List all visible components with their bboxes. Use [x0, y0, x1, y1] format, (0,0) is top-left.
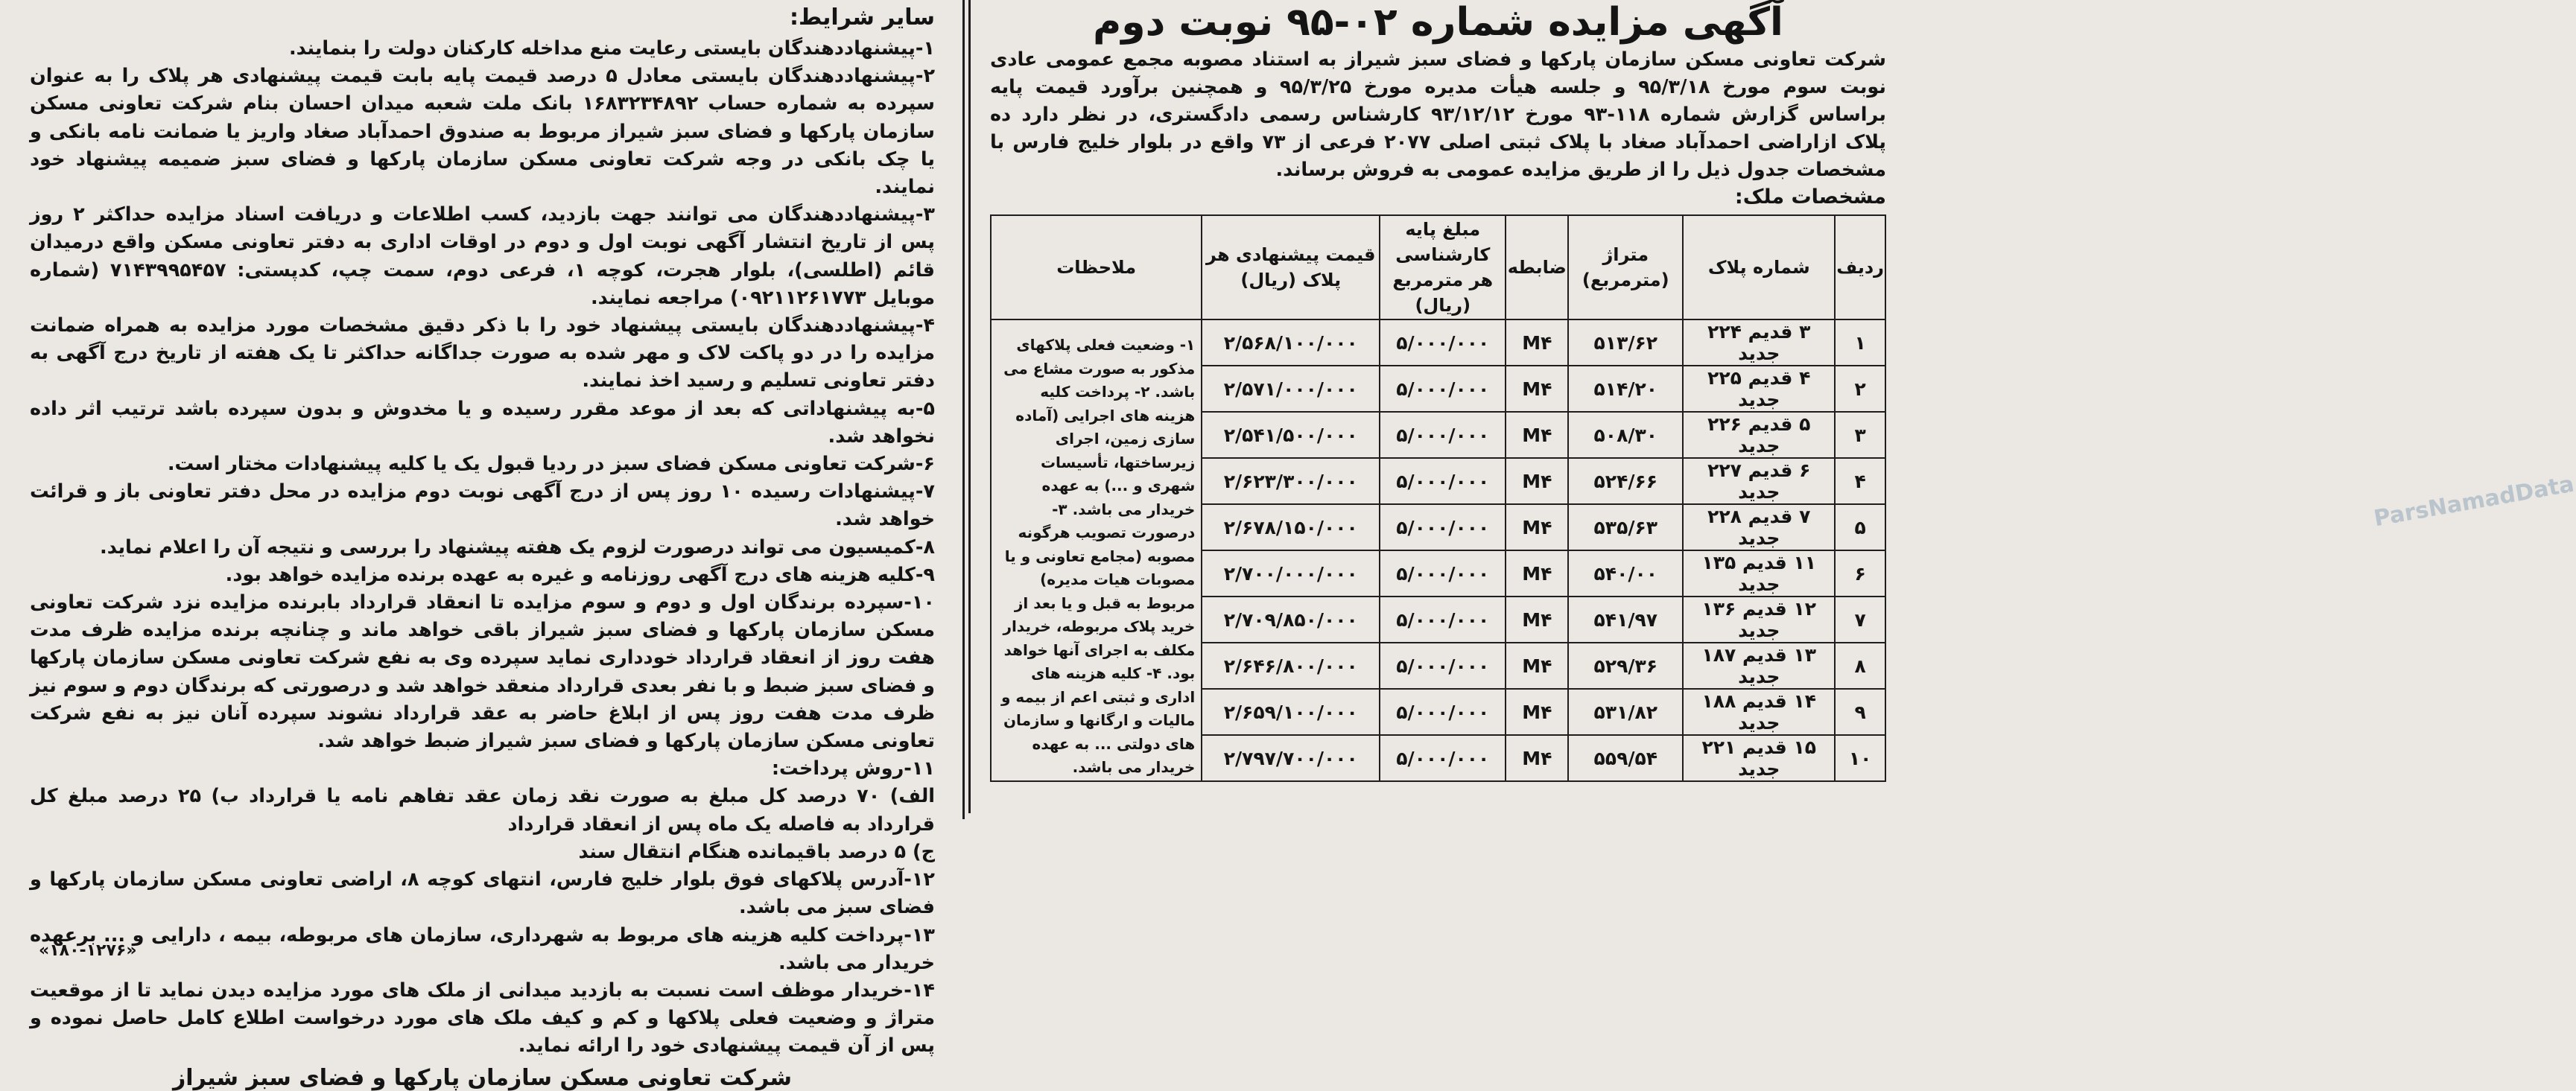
base-price-cell: ۵/۰۰۰/۰۰۰ [1380, 458, 1506, 504]
offer-price-cell: ۲/۷۰۹/۸۵۰/۰۰۰ [1202, 597, 1380, 643]
base-price-cell: ۵/۰۰۰/۰۰۰ [1380, 550, 1506, 597]
condition-item: ۱۰-سپرده برندگان اول و دوم و سوم مزایده تا انعقاد قرارداد بابرنده مزایده نزد شرکت تعاونی مسکن سازمان پارکها و فضای سبز شیراز باقی خواهد ماند و چنانچه برنده مزایده ظرف مدت هفت روز از انعقاد قرارداد خودداری نماید سپرده وی به نفع شرکت تعاونی مسکن سازمان پارکها و فضای سبز ضبط و با نفر بعدی قرارداد منعقد خواهد شد و درصورتی که برندگان دوم و سوم نیز ظرف مدت هفت روز پس از ابلاغ حاضر به عقد قرارداد نشوند سپرده آنان نیز به نفع شرکت تعاونی مسکن سازمان پارکها و فضای سبز شیراز ضبط خواهد شد. [30, 591, 935, 753]
condition-item: ۱۴-خریدار موظف است نسبت به بازدید میدانی از ملک های مورد مزایده دیدن نماید تا از موقعیت متراژ و وضعیت فعلی پلاکها و کم و کیف ملک های مورد درخواست اطلاع کامل حاصل نموده و پس از آن قیمت پیشنهادی خود را ارائه نماید. [30, 979, 935, 1057]
condition-item: ۱۱-روش پرداخت: [771, 757, 935, 780]
col-header-row-no: ردیف [1835, 215, 1885, 319]
base-price-cell: ۵/۰۰۰/۰۰۰ [1380, 643, 1506, 689]
condition-item: ۸-کمیسیون می تواند درصورت لزوم یک هفته پیشنهاد را بررسی و نتیجه آن را اعلام نماید. [100, 535, 935, 559]
zoning-cell: M۴ [1506, 735, 1568, 781]
offer-price-cell: ۲/۶۲۳/۳۰۰/۰۰۰ [1202, 458, 1380, 504]
zoning-cell: M۴ [1506, 689, 1568, 735]
plaque-number-cell: ۱۲ قدیم ۱۳۶ جدید [1683, 597, 1835, 643]
col-header-area: متراژ (مترمربع) [1568, 215, 1683, 319]
condition-item: ۷-پیشنهادات رسیده ۱۰ روز پس از درج آگهی نوبت دوم مزایده در محل دفتر تعاونی باز و قرائت خواهد شد. [30, 480, 935, 531]
area-cell: ۵۳۱/۸۲ [1568, 689, 1683, 735]
col-header-notes: ملاحظات [991, 215, 1202, 319]
offer-price-cell: ۲/۵۶۸/۱۰۰/۰۰۰ [1202, 319, 1380, 366]
condition-item: ۳-پیشنهاددهندگان می توانند جهت بازدید، کسب اطلاعات و دریافت اسناد مزایده حداکثر ۲ روز پس از تاریخ انتشار آگهی نوبت اول و دوم در اوقات اداری به دفتر تعاونی مسکن واقع درمیدان قائم (اطلسی)، بلوار هجرت، کوچه ۱، فرعی دوم، سمت چپ، کدپستی: ۷۱۴۳۹۹۵۴۵۷ (شماره موبایل ۰۹۲۱۱۲۶۱۷۷۳) مراجعه نمایند. [30, 203, 935, 309]
notice-intro: شرکت تعاونی مسکن سازمان پارکها و فضای سبز شیراز به استناد مصوبه مجمع عمومی عادی نوبت سوم مورخ ۹۵/۳/۱۸ و جلسه هیأت مدیره مورخ ۹۵/۳/۲۵ و همچنین برآورد قیمت پایه براساس گزارش شماره ۱۱۸-۹۳ مورخ ۹۳/۱۲/۱۲ کارشناس رسمی دادگستری، در نظر دارد ده پلاک ازاراضی احمدآباد صغاد با پلاک ثبتی اصلی ۲۰۷۷ فرعی از ۷۳ واقع در بلوار خلیج فارس با مشخصات جدول ذیل را از طریق مزایده عمومی به فروش برساند. [990, 48, 1887, 181]
offer-price-cell: ۲/۷۹۷/۷۰۰/۰۰۰ [1202, 735, 1380, 781]
condition-item: ۵-به پیشنهاداتی که بعد از موعد مقرر رسیده و یا مخدوش و بدون سپرده باشد ترتیب اثر داده نخواهد شد. [30, 397, 935, 448]
ad-code: «۱۸۰-۱۲۷۶» [39, 941, 137, 960]
other-conditions-heading: سایر شرایط: [790, 4, 935, 31]
condition-item: ج) ۵ درصد باقیمانده هنگام انتقال سند [578, 840, 935, 863]
zoning-cell: M۴ [1506, 458, 1568, 504]
area-cell: ۵۵۹/۵۴ [1568, 735, 1683, 781]
issuer-signature: شرکت تعاونی مسکن سازمان پارکها و فضای سبز شیراز [173, 1064, 792, 1091]
col-header-offer-price: قیمت پیشنهادی هر پلاک (ریال) [1202, 215, 1380, 319]
area-cell: ۵۴۰/۰۰ [1568, 550, 1683, 597]
row-number-cell: ۲ [1835, 366, 1885, 412]
plaque-number-cell: ۴ قدیم ۲۲۵ جدید [1683, 366, 1835, 412]
plaque-number-cell: ۳ قدیم ۲۲۴ جدید [1683, 319, 1835, 366]
offer-price-cell: ۲/۶۷۸/۱۵۰/۰۰۰ [1202, 504, 1380, 550]
column-divider [962, 0, 965, 819]
base-price-cell: ۵/۰۰۰/۰۰۰ [1380, 504, 1506, 550]
row-number-cell: ۱ [1835, 319, 1885, 366]
area-cell: ۵۱۴/۲۰ [1568, 366, 1683, 412]
offer-price-cell: ۲/۶۵۹/۱۰۰/۰۰۰ [1202, 689, 1380, 735]
zoning-cell: M۴ [1506, 550, 1568, 597]
condition-item: الف) ۷۰ درصد کل مبلغ به صورت نقد زمان عقد تفاهم نامه یا قرارداد ب) ۲۵ درصد مبلغ کل قرارداد به فاصله یک ماه پس از انعقاد قرارداد [30, 785, 936, 836]
offer-price-cell: ۲/۵۴۱/۵۰۰/۰۰۰ [1202, 412, 1380, 458]
condition-item: ۱۲-آدرس پلاکهای فوق بلوار خلیج فارس، انتهای کوچه ۸، اراضی تعاونی مسکن سازمان پارکها و فضای سبز می باشد. [30, 868, 935, 919]
col-header-base-price: مبلغ پایه کارشناسی هر مترمربع (ریال) [1380, 215, 1506, 319]
offer-price-cell: ۲/۶۴۶/۸۰۰/۰۰۰ [1202, 643, 1380, 689]
row-number-cell: ۷ [1835, 597, 1885, 643]
condition-item: ۶-شرکت تعاونی مسکن فضای سبز در ردیا قبول یک یا کلیه پیشنهادات مختار است. [167, 453, 935, 476]
table-row [991, 319, 1885, 366]
table-body [991, 319, 1885, 781]
conditions-list [30, 35, 935, 1060]
col-header-plaque: شماره پلاک [1683, 215, 1835, 319]
condition-item: ۲-پیشنهاددهندگان بایستی معادل ۵ درصد قیمت پایه بابت قیمت پیشنهادی هر پلاک را به عنوان سپرده به شماره حساب ۱۶۸۳۲۳۴۸۹۲ بانک ملت شعبه میدان احسان بنام شرکت تعاونی مسکن سازمان پارکها و فضای سبز شیراز مربوط به صندوق احمدآباد صغاد واریز یا ضمانت نامه بانکی و یا چک بانکی در وجه شرکت تعاونی مسکن سازمان پارکها و فضای سبز ضمیمه پیشنهاد خود نمایند. [30, 65, 936, 199]
condition-item: ۴-پیشنهاددهندگان بایستی پیشنهاد خود را با ذکر دقیق مشخصات مورد مزایده به همراه ضمانت مزایده را در دو پاکت لاک و مهر شده به صورت جداگانه حداکثر تا یک هفته از تاریخ درج آگهی به دفتر تعاونی تسلیم و رسید اخذ نمایند. [30, 314, 935, 392]
plaque-number-cell: ۵ قدیم ۲۲۶ جدید [1683, 412, 1835, 458]
zoning-cell: M۴ [1506, 366, 1568, 412]
row-number-cell: ۸ [1835, 643, 1885, 689]
notice-title: آگهی مزایده شماره ۰۲-۹۵ نوبت دوم [1093, 0, 1783, 45]
col-header-zoning: ضابطه [1506, 215, 1568, 319]
row-number-cell: ۵ [1835, 504, 1885, 550]
condition-item: ۱۳-پرداخت کلیه هزینه های مربوط به شهرداری، سازمان های مربوطه، بیمه ، دارایی و ... برعهده خریدار می باشد. [30, 923, 935, 974]
plaque-number-cell: ۷ قدیم ۲۲۸ جدید [1683, 504, 1835, 550]
base-price-cell: ۵/۰۰۰/۰۰۰ [1380, 412, 1506, 458]
row-number-cell: ۹ [1835, 689, 1885, 735]
offer-price-cell: ۲/۵۷۱/۰۰۰/۰۰۰ [1202, 366, 1380, 412]
offer-price-cell: ۲/۷۰۰/۰۰۰/۰۰۰ [1202, 550, 1380, 597]
zoning-cell: M۴ [1506, 412, 1568, 458]
area-cell: ۵۲۹/۳۶ [1568, 643, 1683, 689]
notes-cell: ۱- وضعیت فعلی پلاکهای مذکور به صورت مشاع می باشد. ۲- پرداخت کلیه هزینه های اجرایی (آماده سازی زمین، اجرای زیرساختها، تأسیسات شهری و ...) به عهده خریدار می باشد. ۳- درصورت تصویب هرگونه مصوبه (مجامع تعاونی و یا مصوبات هیات مدیره) مربوط به قبل و یا بعد از خرید پلاک مربوطه، خریدار مکلف به اجرای آنها خواهد بود. ۴- کلیه هزینه های اداری و ثبتی اعم از بیمه و مالیات و ارگانها و سازمان های دولتی ... به عهده خریدار می باشد. [991, 319, 1202, 781]
column-divider-inner [968, 0, 971, 813]
area-cell: ۵۴۱/۹۷ [1568, 597, 1683, 643]
zoning-cell: M۴ [1506, 504, 1568, 550]
property-table [990, 214, 1886, 782]
area-cell: ۵۳۵/۶۳ [1568, 504, 1683, 550]
plaque-number-cell: ۱۳ قدیم ۱۸۷ جدید [1683, 643, 1835, 689]
base-price-cell: ۵/۰۰۰/۰۰۰ [1380, 319, 1506, 366]
base-price-cell: ۵/۰۰۰/۰۰۰ [1380, 597, 1506, 643]
base-price-cell: ۵/۰۰۰/۰۰۰ [1380, 735, 1506, 781]
base-price-cell: ۵/۰۰۰/۰۰۰ [1380, 366, 1506, 412]
plaque-number-cell: ۱۵ قدیم ۲۲۱ جدید [1683, 735, 1835, 781]
row-number-cell: ۳ [1835, 412, 1885, 458]
row-number-cell: ۶ [1835, 550, 1885, 597]
condition-item: ۹-کلیه هزینه های درج آگهی روزنامه و غیره به عهده برنده مزایده خواهد بود. [225, 563, 935, 586]
table-header-row [991, 215, 1885, 319]
auction-notice-column [980, 0, 2576, 970]
plaque-number-cell: ۱۴ قدیم ۱۸۸ جدید [1683, 689, 1835, 735]
zoning-cell: M۴ [1506, 319, 1568, 366]
row-number-cell: ۱۰ [1835, 735, 1885, 781]
area-cell: ۵۰۸/۳۰ [1568, 412, 1683, 458]
condition-item: ۱-پیشنهاددهندگان بایستی رعایت منع مداخله کارکنان دولت را بنمایند. [289, 37, 935, 60]
plaque-number-cell: ۶ قدیم ۲۲۷ جدید [1683, 458, 1835, 504]
base-price-cell: ۵/۰۰۰/۰۰۰ [1380, 689, 1506, 735]
other-conditions-column [22, 0, 950, 1091]
property-specs-heading: مشخصات ملک: [1734, 185, 1886, 209]
area-cell: ۵۲۴/۶۶ [1568, 458, 1683, 504]
watermark: ParsNamadData [2372, 471, 2576, 532]
plaque-number-cell: ۱۱ قدیم ۱۳۵ جدید [1683, 550, 1835, 597]
newspaper-page [22, 0, 2576, 1091]
zoning-cell: M۴ [1506, 597, 1568, 643]
row-number-cell: ۴ [1835, 458, 1885, 504]
area-cell: ۵۱۳/۶۲ [1568, 319, 1683, 366]
zoning-cell: M۴ [1506, 643, 1568, 689]
